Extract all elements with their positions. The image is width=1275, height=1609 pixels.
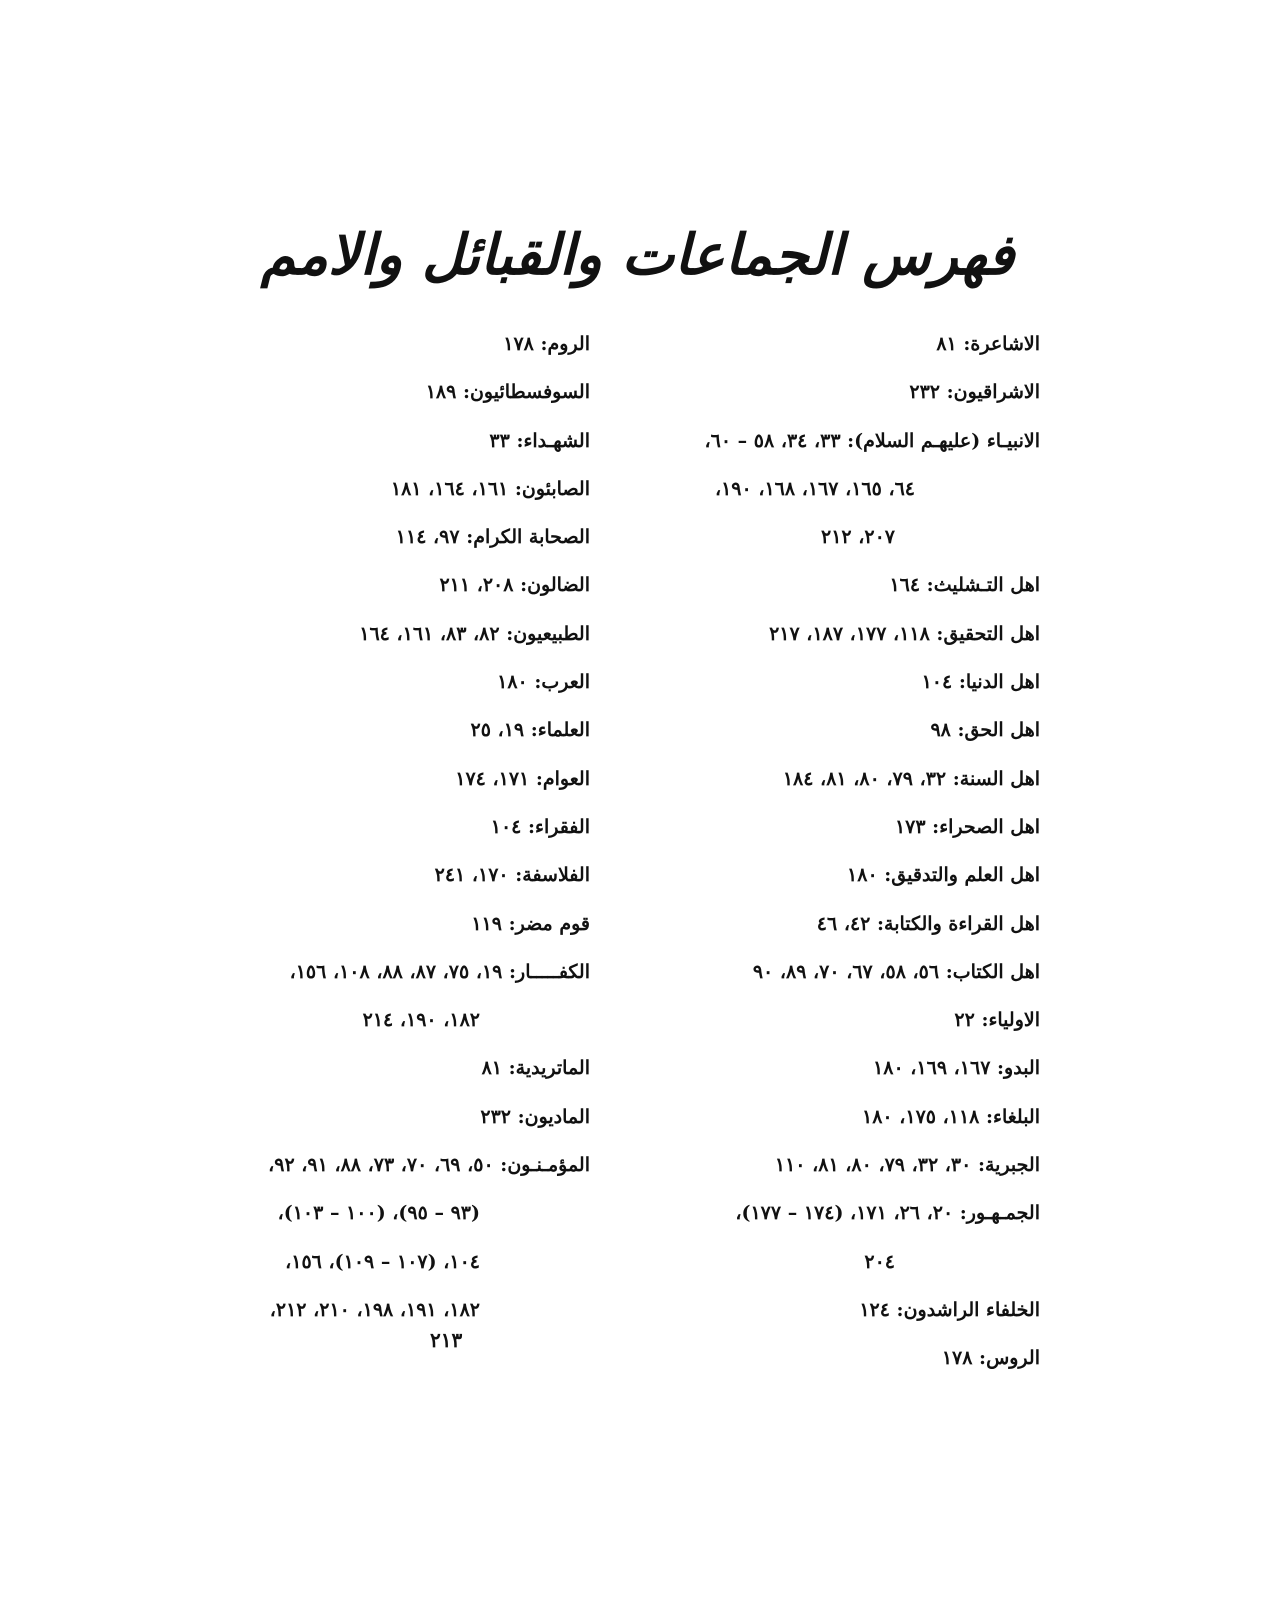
index-pages: ٢٠٨، ٢١١	[439, 574, 514, 597]
index-pages: ١٠٤	[490, 815, 522, 838]
index-entry	[195, 1093, 590, 1141]
index-pages: ١٠٤، (١٠٧ – ١٠٩)، ١٥٦،	[285, 1250, 480, 1273]
index-entry-continuation	[195, 1286, 590, 1334]
index-entry	[195, 1044, 590, 1092]
index-entry	[640, 803, 1040, 851]
index-pages: ١٨٠	[497, 671, 528, 694]
index-term: الجمـهـور:	[953, 1202, 1040, 1225]
index-term: الاشاعرة:	[956, 333, 1040, 355]
index-entry-continuation	[195, 996, 590, 1044]
index-entry	[195, 803, 590, 851]
index-term: الاشراقيون:	[939, 381, 1040, 404]
index-entry-continuation	[640, 465, 1040, 513]
index-entry	[195, 851, 590, 899]
index-term: اهل السنة:	[946, 767, 1040, 790]
index-pages: ٣٢، ٧٩، ٨٠، ٨١، ١٨٤	[782, 767, 947, 790]
index-pages: (٩٣ – ٩٥)، (١٠٠ – ١٠٣)،	[277, 1202, 480, 1225]
index-term: الضالون:	[513, 574, 590, 597]
index-term: الجبرية:	[971, 1154, 1040, 1177]
index-entry	[640, 948, 1040, 996]
index-pages: ٤٢، ٤٦	[816, 912, 871, 935]
index-pages: ١٨٢، ١٩٠، ٢١٤	[362, 1009, 480, 1032]
index-term: الطبيعيون:	[499, 622, 590, 645]
index-pages: ١٧٣	[894, 815, 926, 838]
index-entry	[640, 417, 1040, 465]
index-term: الشهـداء:	[509, 429, 590, 452]
index-pages: ١٧٠، ٢٤١	[434, 864, 509, 887]
index-entry	[640, 1286, 1040, 1334]
index-pages: ٢٠٤	[864, 1250, 895, 1273]
index-pages: ٣٣، ٣٤، ٥٨ – ٦٠،	[704, 429, 841, 452]
index-pages: ١٨٠	[847, 864, 878, 887]
index-pages: ٩٨	[930, 719, 951, 742]
index-pages: ٥٦، ٥٨، ٦٧، ٧٠، ٨٩، ٩٠	[752, 960, 940, 983]
index-entry	[195, 561, 590, 609]
index-entry	[640, 1141, 1040, 1189]
index-entry-continuation	[640, 1238, 1040, 1286]
index-entry	[640, 561, 1040, 609]
index-term: الخلفاء الراشدون:	[889, 1298, 1040, 1321]
index-pages: ٢٠٧، ٢١٢	[821, 526, 895, 549]
index-entry	[640, 1334, 1040, 1382]
index-term: اهل الحق:	[950, 719, 1040, 742]
index-pages: ٣٣	[489, 429, 510, 452]
index-term: الانبيـاء (عليهـم السلام):	[840, 429, 1040, 452]
index-term: اهل التـشليث:	[920, 574, 1040, 597]
index-entry	[195, 513, 590, 561]
index-entry-continuation	[640, 513, 1040, 561]
index-term: العلماء:	[524, 719, 590, 742]
index-pages: ١٦٤	[889, 574, 921, 597]
index-entry	[195, 706, 590, 754]
index-entry	[640, 1093, 1040, 1141]
index-entry	[640, 706, 1040, 754]
index-pages: ١٢٤	[859, 1298, 890, 1321]
index-pages: ٣٠، ٣٢، ٧٩، ٨٠، ٨١، ١١٠	[774, 1154, 972, 1177]
index-entry	[195, 320, 590, 368]
index-term: اهل القراءة والكتابة:	[870, 912, 1040, 935]
index-entry	[195, 948, 590, 996]
index-pages: ١٩، ٧٥، ٨٧، ٨٨، ١٠٨، ١٥٦،	[289, 960, 503, 983]
page-title: فهرس الجماعات والقبائل والامم	[260, 222, 1015, 288]
index-term: الكفـــــار:	[502, 960, 590, 983]
index-entry-continuation	[195, 1238, 590, 1286]
index-term: اهل التحقيق:	[929, 622, 1040, 645]
index-term: قوم مضر:	[501, 912, 590, 935]
index-pages: ١١٨، ١٧٧، ١٨٧، ٢١٧	[769, 622, 930, 645]
index-pages: ١٧٨	[503, 333, 534, 355]
index-pages: ١٨٩	[425, 381, 457, 404]
index-entry	[640, 320, 1040, 368]
index-column-left	[195, 320, 590, 1334]
index-entry	[640, 1044, 1040, 1092]
index-entry	[640, 658, 1040, 706]
index-pages: ١١٨، ١٧٥، ١٨٠	[862, 1105, 980, 1128]
page-number: ٢١٣	[430, 1328, 463, 1352]
index-entry	[640, 900, 1040, 948]
index-pages: ١٧٨	[941, 1347, 973, 1370]
index-entry	[195, 755, 590, 803]
index-term: الماديون:	[511, 1105, 590, 1128]
index-pages: ٦٤، ١٦٥، ١٦٧، ١٦٨، ١٩٠،	[714, 477, 915, 500]
index-term: اهل الصحراء:	[925, 815, 1040, 838]
index-entry	[640, 1189, 1040, 1237]
index-pages: ٢٣٢	[909, 381, 940, 404]
index-entry	[640, 996, 1040, 1044]
index-pages: ١٩، ٢٥	[470, 719, 525, 742]
index-entry	[195, 368, 590, 416]
index-term: الماتريدية:	[502, 1057, 590, 1080]
index-pages: ١٦١، ١٦٤، ١٨١	[390, 477, 509, 500]
index-pages: ٢٣٢	[480, 1105, 511, 1128]
index-term: السوفسطائيون:	[456, 381, 590, 404]
index-pages: ٨١	[936, 333, 957, 355]
index-entry	[195, 900, 590, 948]
index-pages: ٨١	[481, 1057, 503, 1080]
index-pages: ٢٢	[954, 1009, 975, 1032]
index-term: الروس:	[972, 1347, 1040, 1370]
index-entry	[640, 851, 1040, 899]
index-entry	[195, 1141, 590, 1189]
index-entry	[195, 417, 590, 465]
index-term: البلغاء:	[979, 1105, 1040, 1128]
index-pages: ٩٧، ١١٤	[395, 526, 460, 549]
index-entry	[640, 610, 1040, 658]
index-term: العرب:	[527, 671, 590, 694]
index-term: العوام:	[529, 767, 590, 790]
index-term: الصحابة الكرام:	[459, 526, 590, 549]
index-term: الصابئون:	[508, 477, 590, 500]
index-term: اهل العلم والتدقيق:	[877, 864, 1040, 887]
index-entry	[195, 658, 590, 706]
index-pages: ١٠٤	[921, 671, 953, 694]
index-pages: ٢٠، ٢٦، ١٧١، (١٧٤ – ١٧٧)،	[735, 1202, 954, 1225]
index-term: البدو:	[990, 1057, 1040, 1080]
index-term: الاولياء:	[974, 1009, 1040, 1032]
index-term: اهل الدنيا:	[952, 671, 1040, 694]
index-pages: ١٦٧، ١٦٩، ١٨٠	[873, 1057, 991, 1080]
index-column-right	[640, 320, 1040, 1383]
index-pages: ١٨٢، ١٩١، ١٩٨، ٢١٠، ٢١٢،	[269, 1298, 480, 1321]
index-term: الفقراء:	[521, 815, 590, 838]
index-pages: ٨٢، ٨٣، ١٦١، ١٦٤	[359, 622, 500, 645]
index-term: المؤمـنـون:	[493, 1154, 590, 1177]
index-entry	[195, 465, 590, 513]
index-pages: ١٧١، ١٧٤	[455, 767, 530, 790]
index-entry	[640, 368, 1040, 416]
index-pages: ٥٠، ٦٩، ٧٠، ٧٣، ٨٨، ٩١، ٩٢،	[268, 1154, 494, 1177]
index-entry-continuation	[195, 1189, 590, 1237]
index-entry	[195, 610, 590, 658]
index-term: اهل الكتاب:	[939, 960, 1040, 983]
index-term: الفلاسفة:	[508, 864, 590, 887]
index-term: الروم:	[533, 333, 590, 355]
index-pages: ١١٩	[471, 912, 502, 935]
index-entry	[640, 755, 1040, 803]
